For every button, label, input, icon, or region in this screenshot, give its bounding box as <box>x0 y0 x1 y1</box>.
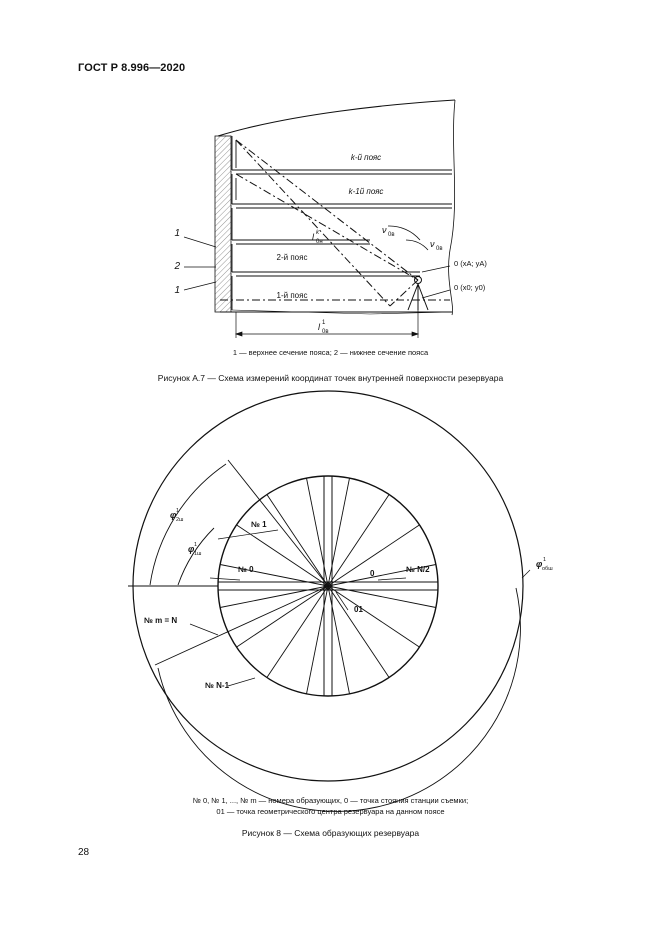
distance-sub: 0в <box>322 329 329 335</box>
distance-label: l <box>318 322 320 332</box>
page-number: 28 <box>78 847 90 858</box>
label-n-half: № N/2 <box>406 565 430 574</box>
callout-2: 2 <box>174 261 180 272</box>
phi-1: φ <box>188 544 195 554</box>
phi-outer: φ <box>536 559 543 569</box>
phi-1-sup: 1 <box>194 542 198 548</box>
belt-k-label: k-й пояс <box>350 153 382 162</box>
label-n-last: № N-1 <box>205 681 230 690</box>
phi-2-sup: 1 <box>176 508 180 514</box>
belt-k1-label: k-1й пояс <box>348 187 384 196</box>
theodolite-tripod <box>408 277 428 311</box>
belt-2-label: 2-й пояс <box>276 253 308 262</box>
figure-8-generatrix-diagram <box>110 410 553 790</box>
figure-a7-legend: 1 — верхнее сечение пояса; 2 — нижнее сечение пояса <box>232 348 429 357</box>
phi-2: φ <box>170 510 177 520</box>
phi-2-sub: 2ш <box>176 517 184 523</box>
point-a-label: 0 (xA; yA) <box>454 259 487 268</box>
document-header: ГОСТ Р 8.996—2020 <box>78 62 186 74</box>
figure-8-caption: Рисунок 8 — Схема образующих резервуара <box>241 828 420 838</box>
label-n0: № 0 <box>238 565 254 574</box>
point-0-label: 0 (x0; y0) <box>454 283 486 292</box>
label-zero: 0 <box>370 569 375 578</box>
wall-hatch <box>215 136 231 312</box>
slant-sup: k <box>316 230 319 236</box>
callout-1-bottom: 1 <box>174 285 180 296</box>
label-01: 01 <box>354 605 363 614</box>
figure-8-legend-line-2: 01 — точка геометрического центра резервуара на данном поясе <box>216 807 445 816</box>
phi-1-sub: 1ш <box>194 551 202 557</box>
slant-label: l <box>312 232 314 242</box>
belt-1-label: 1-й пояс <box>276 291 308 300</box>
angle-label-1: ν <box>382 225 387 235</box>
roof-line <box>218 100 455 136</box>
distance-sup: 1 <box>322 320 326 326</box>
angle-sub-1: 0в <box>388 232 395 238</box>
label-nm: № m = N <box>144 616 178 625</box>
angle-sub-2: 0в <box>436 246 443 252</box>
figure-8-legend <box>0 795 661 817</box>
label-n1: № 1 <box>251 520 267 529</box>
figure-8-legend-line-1: № 0, № 1, ..., № m — номера образующих, 0 — точка стояния станции съемки; <box>192 796 469 805</box>
figure-a7-tank-section-diagram <box>160 100 487 348</box>
angle-label-2: ν <box>430 239 435 249</box>
sight-lines <box>220 140 450 306</box>
figure-a7-caption: Рисунок А.7 — Схема измерений координат точек внутренней поверхности резервуара <box>157 373 504 383</box>
slant-sub: 0н <box>316 239 323 245</box>
phi-outer-sub: обш <box>542 566 553 572</box>
callout-1-top: 1 <box>174 228 180 239</box>
phi-outer-sup: 1 <box>543 557 547 563</box>
